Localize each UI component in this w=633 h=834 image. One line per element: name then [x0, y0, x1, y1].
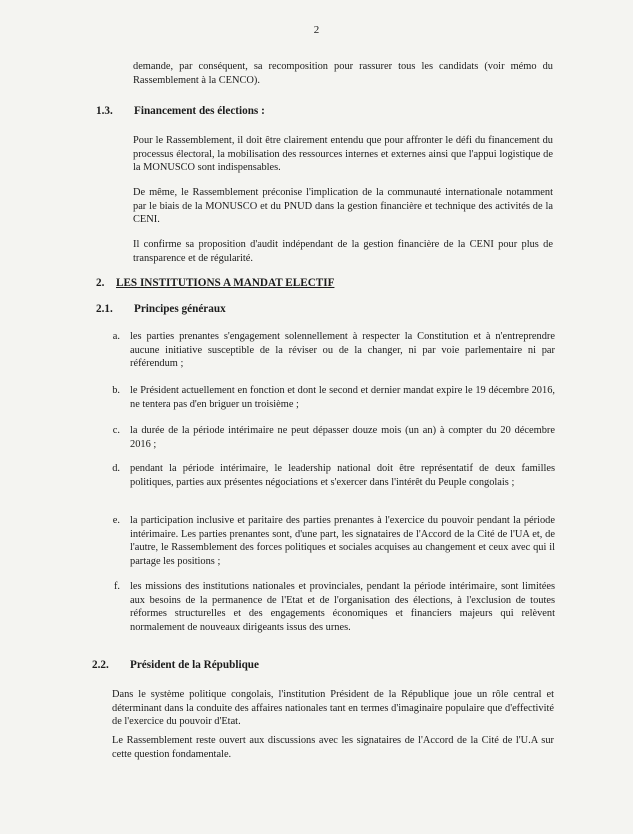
- heading-2: [96, 276, 334, 290]
- page-number: 2: [313, 24, 320, 36]
- heading-title: Financement des élections :: [134, 105, 265, 117]
- paragraph-2-2-1: Dans le système politique congolais, l'institution Président de la République joue un rôle central et déterminant dans la conduite des affaires nationales tant en termes d'imaginaire populaire que d'effectivité de l'exercice du pouvoir d'Etat.: [112, 689, 554, 728]
- list-item-text: pendant la période intérimaire, le leadership national doit être représentatif de deux familles politiques, parties aux présentes négociations et s'exercer dans l'intérêt du Peuple congolais ;: [130, 463, 555, 488]
- heading-title: LES INSTITUTIONS A MANDAT ELECTIF: [116, 277, 335, 289]
- heading-2-2: [92, 658, 259, 672]
- paragraph-1-3-3: Il confirme sa proposition d'audit indépendant de la gestion financière de la CENI pour plus de transparence et de régularité.: [133, 239, 553, 264]
- heading-number: 2.1.: [96, 303, 113, 315]
- paragraph-2-2-2: Le Rassemblement reste ouvert aux discussions avec les signataires de l'Accord de la Cité de l'U.A sur cette question fondamentale.: [112, 735, 554, 760]
- heading-1-3: [96, 104, 265, 118]
- list-item-label: b.: [112, 385, 120, 396]
- heading-number: 1.3.: [96, 105, 113, 117]
- intro-paragraph: demande, par conséquent, sa recomposition pour rassurer tous les candidats (voir mémo du Rassemblement à la CENCO).: [133, 61, 553, 86]
- paragraph-1-3-2: De même, le Rassemblement préconise l'implication de la communauté internationale notamment par le biais de la MONUSCO et du PNUD dans la gestion financière et technique des activités de la CENI.: [133, 187, 553, 226]
- list-item-label: f.: [113, 581, 120, 592]
- list-item-label: e.: [112, 515, 120, 526]
- heading-title: Président de la République: [130, 659, 259, 671]
- heading-title: Principes généraux: [134, 303, 226, 315]
- list-item-text: les missions des institutions nationales et provinciales, pendant la période intérimaire, sont limitées aux besoins de la permanence de l'Etat et de l'organisation des élections, à l'exclusion de toutes réformes structurelles et des engagements économiques et financiers majeurs qui relèvent normalement de nouveaux dirigeants issus des urnes.: [130, 581, 555, 633]
- list-item-label: d.: [112, 463, 120, 474]
- paragraph-1-3-1: Pour le Rassemblement, il doit être clairement entendu que pour affronter le défi du financement du processus électoral, la mobilisation des ressources internes et externes ainsi que l'appui logistique de la MONUSCO sont indispensables.: [133, 135, 553, 174]
- heading-number: 2.: [96, 277, 105, 289]
- list-item-label: a.: [112, 331, 120, 342]
- heading-number: 2.2.: [92, 659, 109, 671]
- list-item-text: les parties prenantes s'engagement solennellement à respecter la Constitution et à n'entreprendre aucune initiative susceptible de la réviser ou de la changer, ni par voie parlementaire ni par référendum ;: [130, 331, 555, 370]
- heading-2-1: [96, 302, 226, 316]
- list-item-label: c.: [112, 425, 120, 436]
- list-item-text: la participation inclusive et paritaire des parties prenantes à l'exercice du pouvoir pendant la période intérimaire. Les parties prenantes sont, d'une part, les signataires de l'Accord de la Cité de l'UA et, de l'autre, le Rassemblement des forces politiques et sociales acquises au changement et ceux avec qui il partage les positions ;: [130, 515, 555, 567]
- list-item-text: le Président actuellement en fonction et dont le second et dernier mandat expire le 19 décembre 2016, ne tentera pas d'en briguer un troisième ;: [130, 385, 555, 410]
- list-item-text: la durée de la période intérimaire ne peut dépasser douze mois (un an) à compter du 20 décembre 2016 ;: [130, 425, 555, 450]
